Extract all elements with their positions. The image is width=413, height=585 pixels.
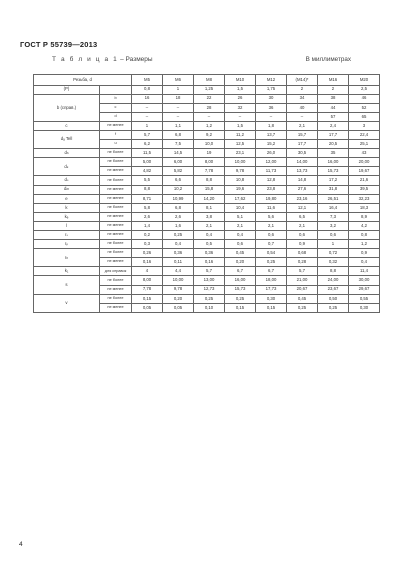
table-cell: 14,00 [287, 158, 318, 167]
table-cell: 1,4 [132, 221, 163, 230]
table-caption-suffix: – Размеры [118, 56, 153, 63]
row-label: rₚ [34, 240, 100, 249]
table-cell: 23,67 [318, 285, 349, 294]
table-cell: 46 [349, 94, 380, 103]
table-cell: 13,7 [256, 130, 287, 139]
table-cell: 26,0 [256, 149, 287, 158]
table-cell: 28 [194, 103, 225, 112]
table-cell: 0,5 [194, 240, 225, 249]
table-cell: 36 [256, 103, 287, 112]
table-cell: 1,75 [256, 85, 287, 94]
table-cell: 0,15 [225, 303, 256, 312]
table-cell: 38 [318, 94, 349, 103]
row-label: dₘ [34, 185, 100, 194]
table-cell: 22 [194, 94, 225, 103]
table-cell: 0,26 [132, 249, 163, 258]
header-size: M20 [349, 75, 380, 86]
table-cell: 34 [287, 94, 318, 103]
row-qualifier: не менее [100, 194, 132, 203]
table-cell: – [287, 112, 318, 121]
table-row [34, 121, 380, 130]
table-cell: 10,8 [225, 176, 256, 185]
table-cell: 30 [256, 94, 287, 103]
table-cell: 15,2 [256, 140, 287, 149]
table-cell: 3 [349, 121, 380, 130]
row-label: e [34, 194, 100, 203]
table-cell: 2,5 [349, 85, 380, 94]
units-note: В миллиметрах [305, 56, 351, 63]
table-cell: 6,7 [256, 267, 287, 276]
table-cell: 1 [318, 240, 349, 249]
table-cell: 15,73 [225, 285, 256, 294]
table-cell: 19,6 [225, 185, 256, 194]
table-cell: 1,1 [163, 121, 194, 130]
table-cell: 0,28 [287, 258, 318, 267]
table-cell: 5,7 [132, 130, 163, 139]
table-cell: 35 [318, 149, 349, 158]
table-cell: 0,25 [194, 294, 225, 303]
table-cell: 1,8 [256, 121, 287, 130]
table-cell: 0,9 [287, 240, 318, 249]
table-cell: 6,5 [287, 212, 318, 221]
table-cell: 0,3 [132, 240, 163, 249]
row-label: rₛ [34, 231, 100, 240]
header-size: M6 [163, 75, 194, 86]
table-cell: 17,62 [225, 194, 256, 203]
table-cell: 6,2 [132, 140, 163, 149]
table-cell: 65 [349, 112, 380, 121]
table-cell: 0,68 [287, 249, 318, 258]
table-cell: 10,2 [163, 185, 194, 194]
row-qualifier: не менее [100, 221, 132, 230]
table-cell: 26 [225, 94, 256, 103]
table-row [34, 149, 380, 158]
row-qualifier: не менее [100, 258, 132, 267]
row-qualifier: для справок [100, 267, 132, 276]
row-qualifier: не менее [100, 285, 132, 294]
table-cell: 7,3 [318, 212, 349, 221]
table-cell: 27,6 [287, 185, 318, 194]
table-cell: 23,8 [256, 185, 287, 194]
table-cell: 44 [318, 103, 349, 112]
table-cell: 21,00 [287, 276, 318, 285]
table-cell: 12,8 [256, 176, 287, 185]
table-cell: 14,5 [163, 149, 194, 158]
table-cell: 6,00 [163, 158, 194, 167]
table-cell: 5,8 [132, 203, 163, 212]
table-row [34, 221, 380, 230]
table-row [34, 212, 380, 221]
table-cell: 0,15 [132, 294, 163, 303]
table-cell: 0,50 [318, 294, 349, 303]
table-cell: 15,73 [318, 167, 349, 176]
table-cell: 5,6 [256, 212, 287, 221]
table-cell: 8,00 [194, 158, 225, 167]
header-size: M16 [318, 75, 349, 86]
table-cell: 0,36 [163, 249, 194, 258]
table-cell: 11,6 [256, 203, 287, 212]
table-cell: 0,8 [349, 231, 380, 240]
row-qualifier: не менее [100, 231, 132, 240]
table-cell: – [132, 103, 163, 112]
table-cell: 5,82 [163, 167, 194, 176]
table-row [34, 249, 380, 258]
table-cell: 0,2 [132, 231, 163, 240]
table-cell: 8,9 [349, 212, 380, 221]
table-cell: 32 [225, 103, 256, 112]
table-cell: 5,00 [132, 158, 163, 167]
row-label: k [34, 203, 100, 212]
table-cell: 11,4 [349, 267, 380, 276]
table-cell: 1,5 [225, 121, 256, 130]
header-size: M12 [256, 75, 287, 86]
table-cell: 0,32 [318, 258, 349, 267]
row-qualifier: не более [100, 158, 132, 167]
header-row [34, 75, 380, 86]
table-cell: 1 [132, 121, 163, 130]
table-row [34, 240, 380, 249]
table-cell: 9,78 [225, 167, 256, 176]
table-cell: 8,1 [194, 203, 225, 212]
row-qualifier: не более [100, 240, 132, 249]
table-cell: 14,20 [194, 194, 225, 203]
row-qualifier: не более [100, 249, 132, 258]
row-label: s [34, 276, 100, 294]
row-qualifier: c [100, 103, 132, 112]
table-cell: 0,55 [349, 294, 380, 303]
table-cell: 23,16 [287, 194, 318, 203]
table-cell: 0,11 [163, 258, 194, 267]
table-cell: 7,5 [163, 140, 194, 149]
table-cell: 1,2 [349, 240, 380, 249]
table-cell: 3,8 [194, 212, 225, 221]
table-cell: 0,45 [225, 249, 256, 258]
table-cell: 4 [132, 267, 163, 276]
table-cell: 13,00 [194, 276, 225, 285]
table-cell: 4,82 [132, 167, 163, 176]
table-cell: 2,1 [287, 221, 318, 230]
table-cell: 17,7 [318, 130, 349, 139]
header-size: M10 [225, 75, 256, 86]
table-cell: 4,4 [163, 267, 194, 276]
table-cell: 0,25 [256, 258, 287, 267]
row-label: (P) [34, 85, 100, 94]
table-cell: 2 [318, 85, 349, 94]
table-cell: 0,7 [256, 240, 287, 249]
table-cell: 4,2 [349, 221, 380, 230]
table-cell: 9,78 [163, 285, 194, 294]
table-cell: 17,2 [318, 176, 349, 185]
row-label: kₑ [34, 212, 100, 221]
table-cell: 10,0 [194, 140, 225, 149]
table-row [34, 231, 380, 240]
table-cell: 2,1 [256, 221, 287, 230]
table-cell: 2 [287, 85, 318, 94]
table-caption [52, 56, 153, 63]
table-cell: 14,8 [287, 176, 318, 185]
table-cell: 0,05 [132, 303, 163, 312]
table-cell: 8,8 [318, 267, 349, 276]
table-cell: – [132, 112, 163, 121]
table-cell: 11,73 [256, 167, 287, 176]
table-cell: 0,9 [349, 249, 380, 258]
table-cell: 0,8 [132, 85, 163, 94]
table-cell: 8,71 [132, 194, 163, 203]
row-qualifier: не менее [100, 212, 132, 221]
table-cell: 0,16 [132, 258, 163, 267]
table-cell: 0,30 [349, 303, 380, 312]
table-cell: 8,00 [132, 276, 163, 285]
table-cell: 8,8 [132, 185, 163, 194]
table-cell: 1,5 [225, 85, 256, 94]
table-cell: – [256, 112, 287, 121]
header-thread-label: Резьба, d [34, 75, 132, 86]
row-label: b (справ.) [34, 94, 100, 121]
header-size: (M14)* [287, 75, 318, 86]
table-cell: 11,5 [132, 149, 163, 158]
table-row [34, 185, 380, 194]
row-qualifier: не менее [100, 185, 132, 194]
table-cell: 32,23 [349, 194, 380, 203]
table-cell: 0,20 [163, 294, 194, 303]
table-cell: 1 [163, 85, 194, 94]
table-cell: 2,4 [318, 121, 349, 130]
row-label: dₛ [34, 176, 100, 185]
table-cell: 7,78 [132, 285, 163, 294]
table-cell: 19,80 [256, 194, 287, 203]
table-cell: 0,25 [225, 294, 256, 303]
table-cell: 0,15 [256, 303, 287, 312]
table-row [34, 130, 380, 139]
table-cell: 6,8 [163, 130, 194, 139]
table-cell: 0,25 [287, 303, 318, 312]
header-size: M5 [132, 75, 163, 86]
row-qualifier: не менее [100, 303, 132, 312]
table-cell: 0,05 [163, 303, 194, 312]
row-qualifier: не более [100, 203, 132, 212]
row-qualifier: не более [100, 149, 132, 158]
table-caption-prefix: Т а б л и ц а 1 [52, 56, 119, 63]
table-cell: 40 [287, 103, 318, 112]
table-cell: 8,8 [194, 176, 225, 185]
row-qualifier: f [100, 130, 132, 139]
table-cell: 24,00 [318, 276, 349, 285]
table-cell: 0,54 [256, 249, 287, 258]
table-row [34, 276, 380, 285]
page-number: 4 [19, 541, 23, 548]
table-cell: 0,25 [163, 231, 194, 240]
row-qualifier: не менее [100, 167, 132, 176]
table-cell: 5,1 [225, 212, 256, 221]
table-header [34, 75, 380, 86]
row-label: c [34, 121, 100, 130]
table-cell: 29,67 [349, 285, 380, 294]
table-cell: 25,1 [349, 140, 380, 149]
dimensions-table [33, 74, 380, 313]
table-row [34, 176, 380, 185]
table-cell: 0,25 [318, 303, 349, 312]
table-cell: 0,4 [163, 240, 194, 249]
table-row [34, 267, 380, 276]
table-cell: 23,1 [225, 149, 256, 158]
table-cell: 16,00 [225, 276, 256, 285]
table-row [34, 203, 380, 212]
header-size: M8 [194, 75, 225, 86]
table-cell: 26,51 [318, 194, 349, 203]
table-cell: 12,5 [225, 140, 256, 149]
row-qualifier: b [100, 94, 132, 103]
table-row [34, 94, 380, 103]
table-cell: 0,6 [256, 231, 287, 240]
table-cell: 3,2 [318, 221, 349, 230]
table-cell: – [225, 112, 256, 121]
row-label: v [34, 294, 100, 312]
table-cell: 5,7 [194, 267, 225, 276]
row-label: rₕ [34, 249, 100, 267]
row-qualifier: не более [100, 294, 132, 303]
table-cell: 12,1 [287, 203, 318, 212]
table-cell: 9,2 [194, 130, 225, 139]
row-label: l [34, 221, 100, 230]
table-cell: 6,6 [163, 176, 194, 185]
table-cell: 18,3 [349, 203, 380, 212]
table-cell: 19,67 [349, 167, 380, 176]
table-cell: 15,8 [194, 185, 225, 194]
table-row [34, 194, 380, 203]
row-qualifier: не более [100, 276, 132, 285]
table-cell: 2,6 [132, 212, 163, 221]
table-cell: 22,4 [349, 130, 380, 139]
table-cell: 18,00 [256, 276, 287, 285]
table-cell: 15,7 [287, 130, 318, 139]
table-cell: 16 [132, 94, 163, 103]
table-cell: 0,20 [225, 258, 256, 267]
table-row [34, 294, 380, 303]
table-cell: 10,99 [163, 194, 194, 203]
table-cell: 2,1 [225, 221, 256, 230]
table-row [34, 85, 380, 94]
table-cell: 0,10 [194, 303, 225, 312]
table-cell: 0,4 [225, 231, 256, 240]
table-cell: 30,00 [349, 276, 380, 285]
table-cell: 5,7 [287, 267, 318, 276]
table-cell: 16,00 [318, 158, 349, 167]
table-cell: 2,1 [287, 121, 318, 130]
table-cell: 0,72 [318, 249, 349, 258]
row-label: k₁ [34, 267, 100, 276]
row-qualifier: d [100, 112, 132, 121]
table-cell: 17,73 [256, 285, 287, 294]
row-qualifier [100, 85, 132, 94]
table-cell: 1,2 [194, 121, 225, 130]
table-row [34, 158, 380, 167]
table-cell: 12,73 [194, 285, 225, 294]
table-cell: 10,00 [163, 276, 194, 285]
table-cell: 2,1 [194, 221, 225, 230]
table-cell: 7,78 [194, 167, 225, 176]
row-qualifier: u [100, 140, 132, 149]
table-cell: 11,2 [225, 130, 256, 139]
table-cell: 0,6 [287, 231, 318, 240]
table-cell: 30,5 [287, 149, 318, 158]
table-cell: 17,7 [287, 140, 318, 149]
table-cell: – [194, 112, 225, 121]
table-cell: 43 [349, 149, 380, 158]
row-qualifier: не менее [100, 121, 132, 130]
table-cell: 20,00 [349, 158, 380, 167]
table-cell: 0,16 [194, 258, 225, 267]
table-cell: 12,00 [256, 158, 287, 167]
row-qualifier: не более [100, 176, 132, 185]
table-cell: 52 [349, 103, 380, 112]
table-cell: 19 [194, 149, 225, 158]
table-cell: 0,6 [225, 240, 256, 249]
table-cell: 0,4 [349, 258, 380, 267]
table-cell: 1,25 [194, 85, 225, 94]
table-cell: 1,6 [163, 221, 194, 230]
table-cell: 0,6 [318, 231, 349, 240]
table-cell: 21,6 [349, 176, 380, 185]
table-cell: 20,67 [287, 285, 318, 294]
table-cell: 0,45 [287, 294, 318, 303]
table-cell: 31,8 [318, 185, 349, 194]
document-code: ГОСТ Р 55739—2013 [20, 40, 98, 49]
table-cell: 39,5 [349, 185, 380, 194]
table-cell: 0,36 [194, 249, 225, 258]
table-cell: 10,4 [225, 203, 256, 212]
row-label: dₖ [34, 158, 100, 176]
table-cell: 6,8 [163, 203, 194, 212]
row-label: dₐ Tell [34, 130, 100, 148]
table-cell: 20,5 [318, 140, 349, 149]
table-cell: 18 [163, 94, 194, 103]
table-body [34, 85, 380, 312]
table-cell: 6,7 [225, 267, 256, 276]
table-cell: – [163, 112, 194, 121]
table-cell: 0,30 [256, 294, 287, 303]
row-label: dₙ [34, 149, 100, 158]
table-cell: 10,00 [225, 158, 256, 167]
table-cell: 5,5 [132, 176, 163, 185]
table-cell: 2,6 [163, 212, 194, 221]
table-cell: 0,4 [194, 231, 225, 240]
table-cell: – [163, 103, 194, 112]
table-cell: 16,4 [318, 203, 349, 212]
table-cell: 57 [318, 112, 349, 121]
table-cell: 13,73 [287, 167, 318, 176]
